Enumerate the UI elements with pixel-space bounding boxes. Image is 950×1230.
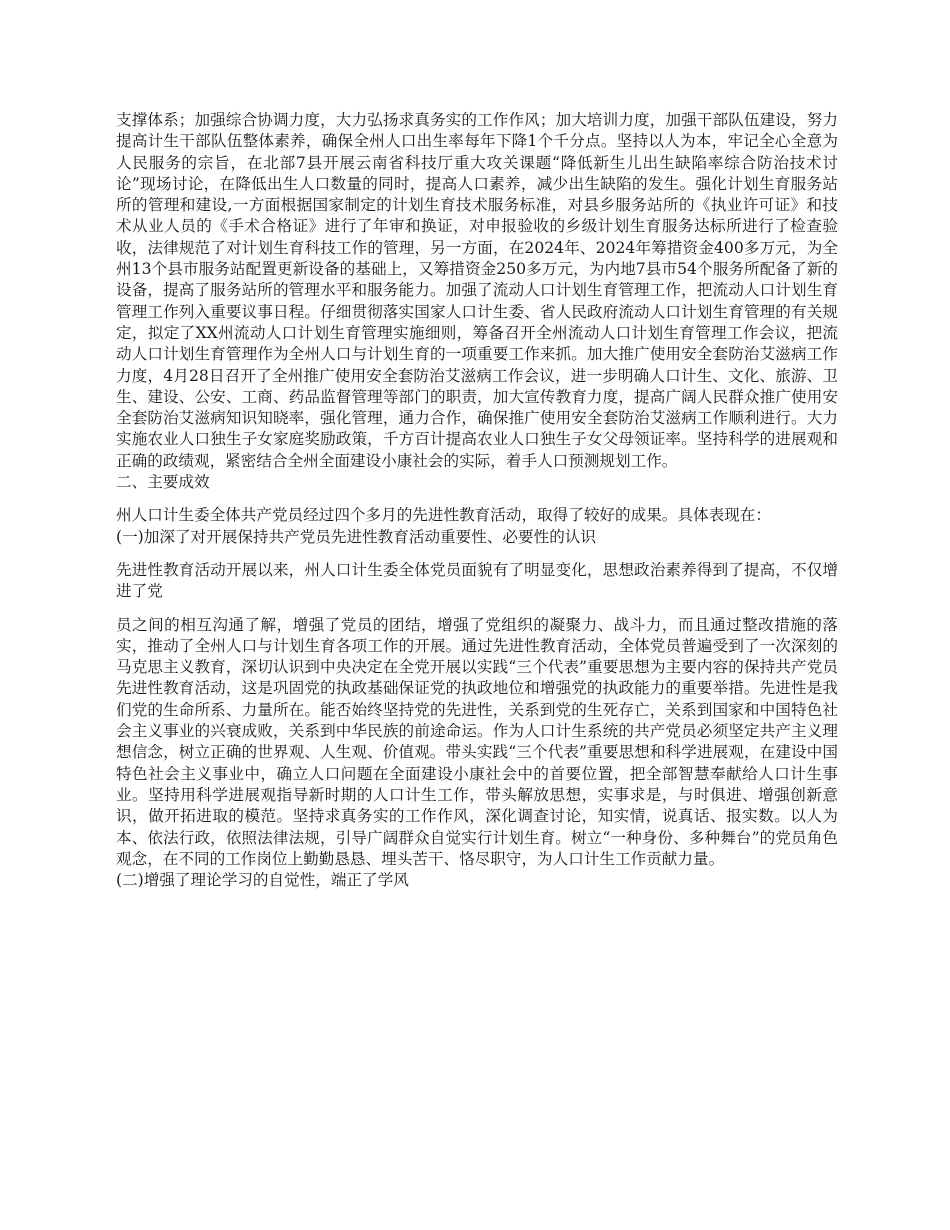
body-paragraph-4: 员之间的相互沟通了解，增强了党员的团结，增强了党组织的凝聚力、战斗力，而且通过整改措施的落实，推动了全州人口与计划生育各项工作的开展。通过先进性教育活动，全体党员普遍受到了一次深刻的马克思主义教育，深切认识到中央决定在全党开展以实践“三个代表”重要思想为主要内容的保持共产党员先进性教育活动，这是巩固党的执政基础保证党的执政地位和增强党的执政能力的重要举措。先进性是我们党的生命所系、力量所在。能否始终坚持党的先进性，关系到党的生死存亡，关系到国家和中国特色社会主义事业的兴衰成败，关系到中华民族的前途命运。作为人口计生系统的共产党员必须坚定共产主义理想信念，树立正确的世界观、人生观、价值观。带头实践“三个代表”重要思想和科学进展观，在建设中国特色社会主义事业中，确立人口问题在全面建设小康社会中的首要位置，把全部智慧奉献给人口计生事业。坚持用科学进展观指导新时期的人口计生工作，带头解放思想，实事求是，与时俱进、增强创新意识，做开拓进取的模范。坚持求真务实的工作作风，深化调查讨论，知实情，说真话、报实数。以人为本、依法行政，依照法律法规，引导广阔群众自觉实行计划生育。树立“一种身份、多种舞台”的党员角色观念，在不同的工作岗位上勤勤恳恳、埋头苦干、恪尽职守，为人口计生工作贡献力量。 <box>116 615 838 868</box>
subheading-1: (一)加深了对开展保持共产党员先进性教育活动重要性、必要性的认识 <box>116 527 596 546</box>
section-heading-main-results: 二、主要成效 <box>116 473 210 492</box>
body-paragraph-3: 先进性教育活动开展以来，州人口计生委全体党员面貌有了明显变化，思想政治素养得到了提高，不仅增进了党 <box>116 560 838 601</box>
subheading-2: (二)增强了理论学习的自觉性，端正了学风 <box>116 871 409 890</box>
body-paragraph-1: 支撑体系；加强综合协调力度，大力弘扬求真务实的工作作风；加大培训力度，加强干部队伍建设，努力提高计生干部队伍整体素养，确保全州人口出生率每年下降1个千分点。坚持以人为本，牢记全心全意为人民服务的宗旨，在北部7县开展云南省科技厅重大攻关课题“降低新生儿出生缺陷率综合防治技术讨论”现场讨论，在降低出生人口数量的同时，提高人口素养，减少出生缺陷的发生。强化计划生育服务站所的管理和建设,一方面根据国家制定的计划生育技术服务标准，对县乡服务站所的《执业许可证》和技术从业人员的《手术合格证》进行了年审和换证，对申报验收的乡级计划生育服务达标所进行了检查验收，法律规范了对计划生育科技工作的管理，另一方面，在2024年、2024年筹措资金400多万元，为全州13个县市服务站配置更新设备的基础上，又筹措资金250多万元，为内地7县市54个服务所配备了新的设备，提高了服务站所的管理水平和服务能力。加强了流动人口计划生育管理工作，把流动人口计划生育管理工作列入重要议事日程。仔细贯彻落实国家人口计生委、省人民政府流动人口计划生育管理的有关规定，拟定了XX州流动人口计划生育管理实施细则，筹备召开全州流动人口计划生育管理工作会议，把流动人口计划生育管理作为全州人口与计划生育的一项重要工作来抓。加大推广使用安全套防治艾滋病工作力度，4月28日召开了全州推广使用安全套防治艾滋病工作会议，进一步明确人口计生、文化、旅游、卫生、建设、公安、工商、药品监督管理等部门的职责，加大宣传教育力度，提高广阔人民群众推广使用安全套防治艾滋病知识知晓率，强化管理，通力合作，确保推广使用安全套防治艾滋病工作顺利进行。大力实施农业人口独生子女家庭奖励政策，千方百计提高农业人口独生子女父母领证率。坚持科学的进展观和正确的政绩观，紧密结合全州全面建设小康社会的实际，着手人口预测规划工作。 <box>116 111 838 470</box>
body-paragraph-2: 州人口计生委全体共产党员经过四个多月的先进性教育活动，取得了较好的成果。具体表现在： <box>116 506 771 525</box>
document-page <box>116 110 838 891</box>
